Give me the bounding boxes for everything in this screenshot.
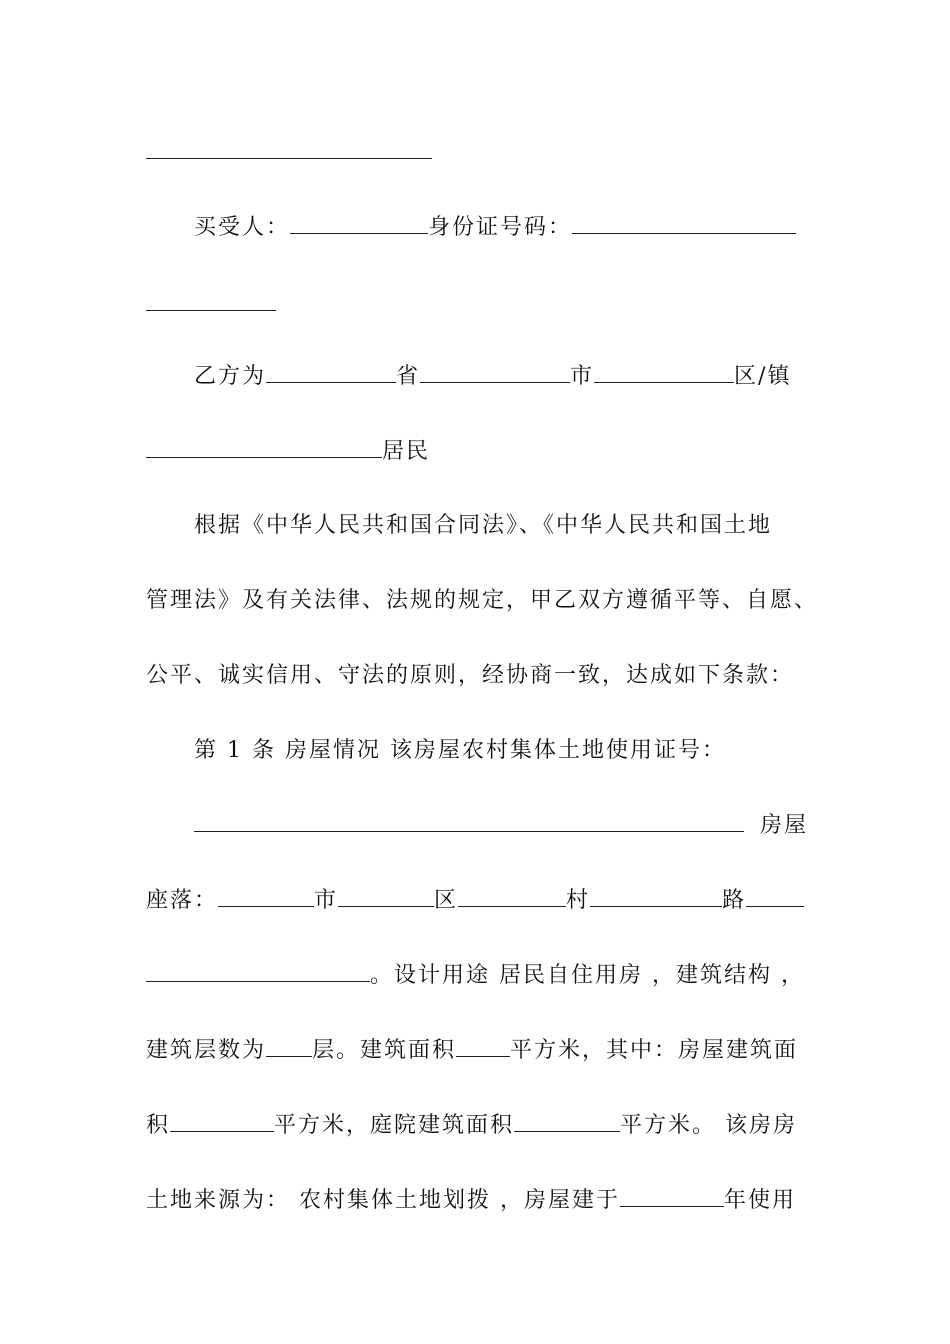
loc-district-blank [338,886,434,907]
house-area-blank [170,1111,274,1132]
province-label: 省 [396,364,421,389]
area-suffix-text: 平方米。 该房房 [620,1113,798,1138]
id-number-label: 身份证号码： [428,215,573,240]
area-mid-text: 平方米，庭院建筑面积 [274,1113,515,1138]
year-use-text: 年使用 [724,1188,797,1213]
party-b-line [194,362,791,391]
land-cert-number-blank [194,811,744,832]
id-number-blank [572,213,796,234]
area-line [146,1111,797,1140]
floors-suffix: 层。建筑面积 [312,1038,457,1063]
floors-blank [266,1036,312,1057]
loc-road-blank [590,886,722,907]
paragraph-line-2 [146,587,818,615]
build-year-blank [620,1186,724,1207]
buyer-name-blank [290,213,428,234]
land-source-line [146,1186,796,1215]
paragraph-line-1 [194,512,772,540]
district-town-label: 区/镇 [734,364,792,389]
house-word: 房屋 [760,813,809,838]
paragraph-text: 公平、诚实信用、守法的原则，经协商一致，达成如下条款： [146,663,795,688]
article-1-text: 第 1 条 房屋情况 该房屋农村集体土地使用证号： [194,738,726,763]
id-number-blank-continued [146,310,276,311]
location-line [146,886,804,915]
top-blank-rule [146,158,432,159]
sqm-mid-text: 平方米，其中：房屋建筑面 [510,1038,799,1063]
floors-prefix: 建筑层数为 [146,1038,267,1063]
address-detail-blank [146,961,370,982]
loc-city-blank [218,886,314,907]
buyer-label: 买受人： [194,215,291,240]
article-1-heading [194,737,726,765]
paragraph-line-3 [146,662,794,690]
loc-district-label: 区 [434,888,459,913]
design-use-line [146,961,805,990]
resident-label: 居民 [382,439,431,464]
paragraph-text: 根据《中华人民共和国合同法》、《中华人民共和国土地 [194,513,773,538]
design-use-text: 。设计用途 居民自住用房 ，建筑结构 ， [370,963,805,988]
floors-line [146,1036,798,1065]
loc-village-label: 村 [566,888,591,913]
resident-line [146,437,430,466]
province-blank [266,362,396,383]
city-label: 市 [570,364,595,389]
building-area-blank [456,1036,510,1057]
area-prefix: 积 [146,1113,171,1138]
paragraph-text: 管理法》及有关法律、法规的规定，甲乙双方遵循平等、自愿、 [146,588,819,613]
town-blank [146,437,382,458]
land-source-text: 土地来源为： 农村集体土地划拨 ，房屋建于 [146,1188,620,1213]
loc-city-label: 市 [314,888,339,913]
party-b-prefix: 乙方为 [194,364,267,389]
located-label: 座落： [146,888,219,913]
land-cert-line [194,811,808,840]
buyer-line [194,213,796,242]
city-blank [420,362,570,383]
yard-area-blank [514,1111,620,1132]
loc-road-label: 路 [722,888,747,913]
loc-village-blank [458,886,566,907]
district-blank [594,362,734,383]
loc-number-blank [746,886,804,907]
